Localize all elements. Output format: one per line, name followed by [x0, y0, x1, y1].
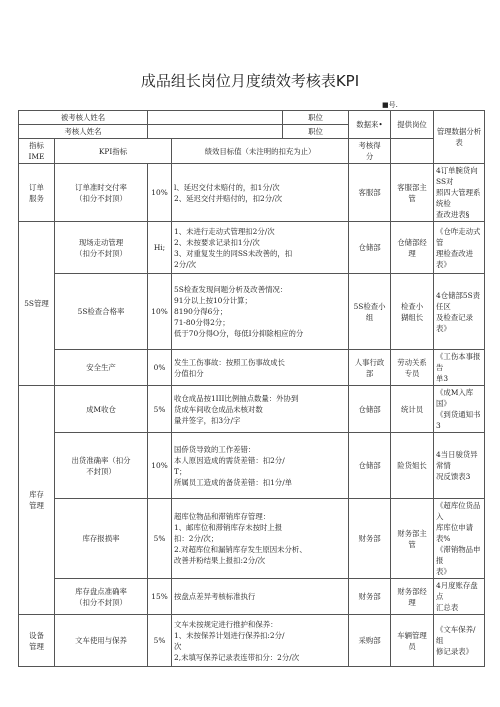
kpi-cell: 出货准确率（扣分 不封顶） — [55, 433, 148, 499]
target-header: 绩效目标值（未注明的扣充为止） — [172, 139, 349, 164]
category-cell: 5S管理 — [19, 222, 55, 386]
provider-cell: 车辆管理 员 — [391, 615, 434, 667]
weight-cell: 5% — [148, 499, 172, 579]
category-cell: 设备 管理 — [19, 615, 55, 667]
kpi-header: KPI指标 — [55, 139, 172, 164]
source-cell: 采购部 — [349, 615, 391, 667]
source-cell: 仓储部 — [349, 386, 391, 433]
target-cell: 5S检查发现问题分析及改善情况： 91分以上按10分计算； 8190分得6分； 71-80分得2分； 低于70分得O分，每低I分抑除相应的分 — [172, 274, 349, 350]
provider-header: 提供岗位 — [391, 111, 434, 139]
source-cell: 人事行政 部 — [349, 350, 391, 386]
target-cell: 发生工伤事故：按照工伤事故成长 分值扣分 — [172, 350, 349, 386]
target-cell: 1、未进行走动式管理扣2分/次 2、未按要求记录扣1分/次 3、对重复发生的同SS未改善的，扣 2分/次 — [172, 222, 349, 274]
provider-cell: 财务部经 理 — [391, 579, 434, 615]
page-title: 成品组长岗位月度绩效考核表KPI — [140, 72, 360, 90]
analysis-header: 管理数据分析表 — [434, 111, 485, 164]
assessed-name-label: 被考核人姓名 — [19, 111, 148, 125]
empty-header-cell — [391, 139, 434, 164]
analysis-cell: 《成M入库国》 《到货通知书3 — [434, 386, 485, 433]
source-cell: 财务部 — [349, 579, 391, 615]
kpi-cell: 安全生产 — [55, 350, 148, 386]
source-cell: 仓储部 — [349, 222, 391, 274]
analysis-cell: 4仓储部5S责任区 及检查记录表》 — [434, 274, 485, 350]
analysis-cell: 《仓咋走动式管 理检查改进表》 — [434, 222, 485, 274]
kpi-cell: 库存盘点准确率 （扣分不封顶） — [55, 579, 148, 615]
kpi-cell: 订单准时交付率 （扣分不封顶） — [55, 164, 148, 222]
provider-cell: 仓储部经 理 — [391, 222, 434, 274]
position-label: 职位 — [283, 111, 349, 125]
kpi-cell: 5S检查合格率 — [55, 274, 148, 350]
assessor-name-value[interactable] — [148, 125, 283, 139]
target-cell: 收仓成品按1III比例抽点数量：外协到 货成车间收仓成品未核对数 量并签字，扣3分/字 — [172, 386, 349, 433]
analysis-cell: 《超库位货品入 库库位申请表% 《滞销物品申报 表》 — [434, 499, 485, 579]
assessed-name-value[interactable] — [148, 111, 283, 125]
category-cell: 订单 服务 — [19, 164, 55, 222]
target-cell: 按盘点差异考核标准执行 — [172, 579, 349, 615]
source-cell: 客服部 — [349, 164, 391, 222]
weight-cell: 10% — [148, 274, 172, 350]
kpi-cell: 现场走动管理 （扣分不封顶） — [55, 222, 148, 274]
provider-cell: 劳动关系 专员 — [391, 350, 434, 386]
weight-cell: 10% — [148, 433, 172, 499]
source-cell: 5S检查小 组 — [349, 274, 391, 350]
provider-cell: 客服部主 管 — [391, 164, 434, 222]
score-header: 考核得 分 — [349, 139, 391, 164]
assessor-name-label: 考核人姓名 — [19, 125, 148, 139]
category-header: 指标 IME — [19, 139, 55, 164]
provider-cell: 财务部主 管 — [391, 499, 434, 579]
weight-cell: 5% — [148, 386, 172, 433]
provider-cell: 统计员 — [391, 386, 434, 433]
source-cell: 仓储部 — [349, 433, 391, 499]
target-cell: 文车未按规定进行推护和保养： 1、未按保养计划进行保养扣:2分/ 次 2,未填写保养记录表连带扣分：2分/次 — [172, 615, 349, 667]
analysis-cell: 4月度账存盘点 汇总表 — [434, 579, 485, 615]
provider-cell: 险货姐长 — [391, 433, 434, 499]
weight-cell: 0% — [148, 350, 172, 386]
position-label-2: 职位 — [283, 125, 349, 139]
kpi-table — [18, 110, 485, 667]
analysis-cell: 《工伤本事报告 单3 — [434, 350, 485, 386]
kpi-cell: 库存报损率 — [55, 499, 148, 579]
weight-cell: 15% — [148, 579, 172, 615]
category-cell: 库存 管理 — [19, 386, 55, 615]
analysis-cell: 《文车保养/组 修记录表》 — [434, 615, 485, 667]
analysis-cell: 4订单腕货向SS对 照四大管理系统检 查改进表§ — [434, 164, 485, 222]
data-source-header: 数据来• — [349, 111, 391, 139]
target-cell: 国侨货导致的工作差错： 本人原因造成的需货差错：扣2分/ T； 所属员工造成的备货差错：扣1分/单 — [172, 433, 349, 499]
source-cell: 财务部 — [349, 499, 391, 579]
kpi-cell: 成M收仓 — [55, 386, 148, 433]
weight-cell: Hi; — [148, 222, 172, 274]
weight-cell: 5% — [148, 615, 172, 667]
provider-cell: 检查小 猢组长 — [391, 274, 434, 350]
document-number: ■号. — [382, 101, 398, 109]
kpi-cell: 文车使用与保养 — [55, 615, 148, 667]
target-cell: l、延迟交付未赔付的，扣1分/次 2、延迟交付并赔付的，扣2分/次 — [172, 164, 349, 222]
analysis-cell: 4当日骏货异常情 况反馈表3 — [434, 433, 485, 499]
target-cell: 超库位物品和滞销库存管理： 1、邮库位和滞销库存未按时上报 扣：2分/次； 2.对超库位和漏销库存发生原因未分析、 改善并粉结果上报扣:2分/次 — [172, 499, 349, 579]
weight-cell: 10% — [148, 164, 172, 222]
